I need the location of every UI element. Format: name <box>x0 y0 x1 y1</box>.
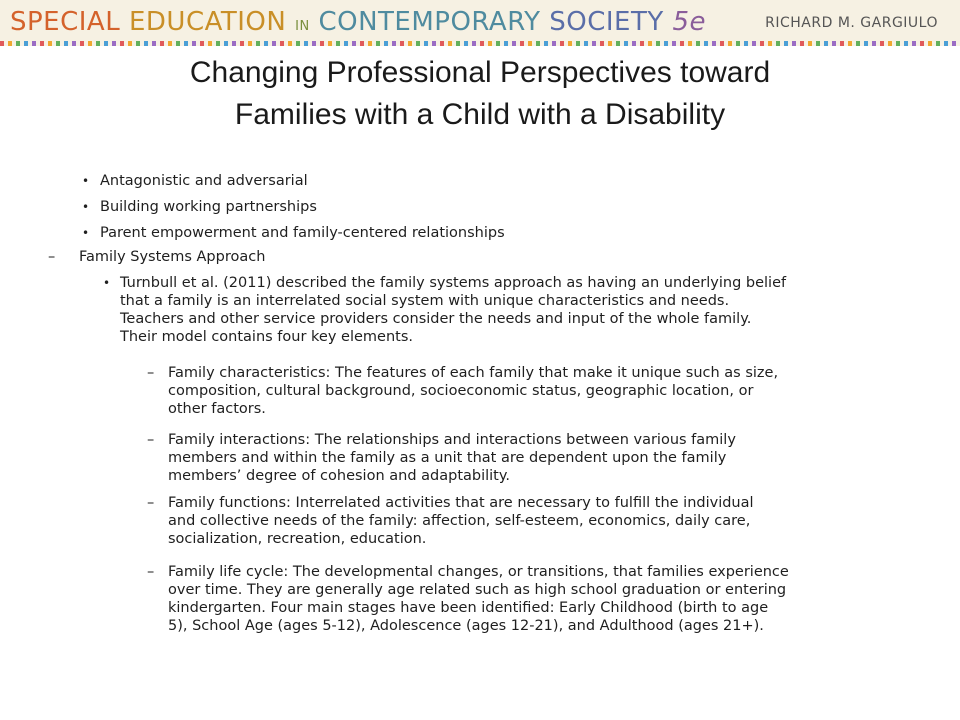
slide-title-line-1: Changing Professional Perspectives toward <box>189 56 771 89</box>
element-line: composition, cultural background, socioeconomic status, geographic location, or <box>168 383 754 399</box>
book-title-society: SOCIETY <box>549 7 664 37</box>
book-title-education: EDUCATION <box>128 7 287 37</box>
bullet-icon: • <box>103 276 111 290</box>
slide-title-line-2: Families with a Child with a Disability <box>234 98 726 131</box>
paragraph-line: Turnbull et al. (2011) described the family systems approach as having an underlying belief <box>120 275 787 291</box>
element-line: members and within the family as a unit that are dependent upon the family <box>168 450 727 466</box>
book-title-contemporary: CONTEMPORARY <box>318 7 541 37</box>
element-line: members’ degree of cohesion and adaptability. <box>168 468 510 484</box>
book-title-in: IN <box>295 19 310 34</box>
bullet-item <box>82 172 308 190</box>
element-family-interactions <box>147 431 908 485</box>
book-title-special: SPECIAL <box>10 7 121 37</box>
element-line: socialization, recreation, education. <box>168 531 427 547</box>
bullet-text: Building working partnerships <box>100 199 317 215</box>
subheading-text: Family Systems Approach <box>79 249 266 265</box>
bullet-item <box>82 198 317 216</box>
paragraph-line: Their model contains four key elements. <box>120 329 413 345</box>
element-line: Family interactions: The relationships and interactions between various family <box>168 432 736 448</box>
book-title-edition: 5e <box>672 7 707 37</box>
element-line: Family functions: Interrelated activities that are necessary to fulfill the individual <box>168 495 754 511</box>
dash-icon: – <box>147 564 155 580</box>
bullet-icon: • <box>82 200 90 214</box>
element-line: Family life cycle: The developmental changes, or transitions, that families experience <box>168 564 789 580</box>
paragraph-line: Teachers and other service providers consider the needs and input of the whole family. <box>120 311 752 327</box>
subheading-item <box>48 248 266 266</box>
element-family-life-cycle <box>147 563 908 635</box>
element-family-functions <box>147 494 908 548</box>
element-line: kindergarten. Four main stages have been identified: Early Childhood (birth to age <box>168 600 769 616</box>
paragraph-line: that a family is an interrelated social system with unique characteristics and needs. <box>120 293 730 309</box>
bullet-text: Parent empowerment and family-centered relationships <box>100 225 505 241</box>
dash-icon: – <box>48 249 56 265</box>
bullet-icon: • <box>82 174 90 188</box>
element-family-characteristics <box>147 364 908 418</box>
element-line: 5), School Age (ages 5-12), Adolescence (ages 12-21), and Adulthood (ages 21+). <box>168 618 764 634</box>
element-line: and collective needs of the family: affection, self-esteem, economics, daily care, <box>168 513 751 529</box>
bullet-text: Antagonistic and adversarial <box>100 173 308 189</box>
dash-icon: – <box>147 432 155 448</box>
element-line: over time. They are generally age related such as high school graduation or entering <box>168 582 787 598</box>
bullet-icon: • <box>82 226 90 240</box>
bullet-item <box>82 224 505 242</box>
dash-icon: – <box>147 495 155 511</box>
dash-icon: – <box>147 365 155 381</box>
element-line: other factors. <box>168 401 266 417</box>
systems-paragraph <box>103 274 910 346</box>
author-name: RICHARD M. GARGIULO <box>765 15 938 31</box>
element-line: Family characteristics: The features of each family that make it unique such as size, <box>168 365 779 381</box>
